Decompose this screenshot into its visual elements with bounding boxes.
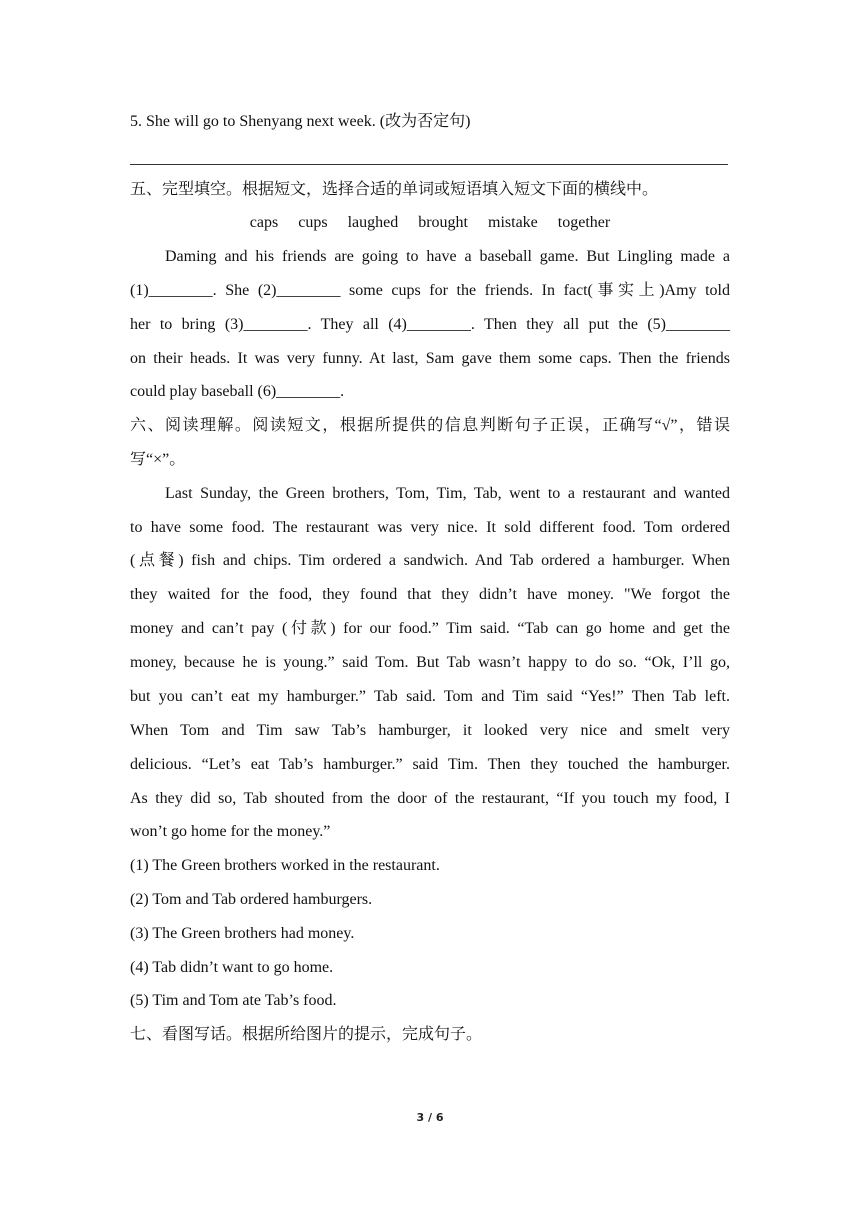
- word-bank-item: caps: [249, 214, 279, 231]
- reading-passage-line: When Tom and Tim saw Tab’s hamburger, it looked very nice and smelt very: [130, 722, 730, 739]
- cloze-passage-line: Daming and his friends are going to have a baseball game. But Lingling made a: [165, 248, 730, 265]
- reading-passage-line: (点餐) fish and chips. Tim ordered a sandwich. And Tab ordered a hamburger. When: [130, 552, 730, 569]
- reading-passage-line: delicious. “Let’s eat Tab’s hamburger.” said Tim. Then they touched the hamburger.: [130, 756, 730, 773]
- cloze-passage-line: (1)________. She (2)________ some cups for the friends. In fact(事实上)Amy told: [130, 282, 730, 299]
- reading-passage-line: they waited for the food, they found that they didn’t have money. "We forgot the: [130, 586, 730, 603]
- page-number: 3 / 6: [416, 1111, 444, 1124]
- answer-line: [130, 164, 728, 165]
- section-6-heading-cont: 写“×”。: [130, 451, 186, 468]
- statement-2: (2) Tom and Tab ordered hamburgers.: [130, 891, 373, 908]
- statement-5: (5) Tim and Tom ate Tab’s food.: [130, 992, 337, 1009]
- reading-passage-line: money and can’t pay (付款) for our food.” Tim said. “Tab can go home and get the: [130, 620, 730, 637]
- section-5-heading: 五、完型填空。根据短文，选择合适的单词或短语填入短文下面的横线中。: [130, 181, 659, 198]
- cloze-passage-line: on their heads. It was very funny. At last, Sam gave them some caps. Then the friends: [130, 350, 730, 367]
- cloze-passage-line: her to bring (3)________. They all (4)________. Then they all put the (5)________: [130, 316, 730, 333]
- cloze-passage-line: could play baseball (6)________.: [130, 383, 345, 400]
- reading-passage-line: As they did so, Tab shouted from the door of the restaurant, “If you touch my food, I: [130, 790, 730, 807]
- word-bank-item: cups: [298, 214, 328, 231]
- statement-1: (1) The Green brothers worked in the restaurant.: [130, 857, 440, 874]
- reading-passage-line: to have some food. The restaurant was very nice. It sold different food. Tom ordered: [130, 519, 730, 536]
- word-bank-item: mistake: [488, 214, 538, 231]
- section-7-heading: 七、看图写话。根据所给图片的提示，完成句子。: [130, 1026, 483, 1043]
- section-6-heading: 六、阅读理解。阅读短文，根据所提供的信息判断句子正误，正确写“√”，错误: [130, 417, 730, 434]
- word-bank: [130, 213, 730, 233]
- reading-passage-line: Last Sunday, the Green brothers, Tom, Tim, Tab, went to a restaurant and wanted: [165, 485, 730, 502]
- question-5: 5. She will go to Shenyang next week. (改为否定句): [130, 113, 471, 130]
- word-bank-item: brought: [418, 214, 468, 231]
- word-bank-item: laughed: [347, 214, 399, 231]
- statement-4: (4) Tab didn’t want to go home.: [130, 959, 334, 976]
- reading-passage-line: but you can’t eat my hamburger.” Tab said. Tom and Tim said “Yes!” Then Tab left.: [130, 688, 730, 705]
- reading-passage-line: won’t go home for the money.”: [130, 823, 331, 840]
- word-bank-item: together: [557, 214, 611, 231]
- reading-passage-line: money, because he is young.” said Tom. But Tab wasn’t happy to do so. “Ok, I’ll go,: [130, 654, 730, 671]
- statement-3: (3) The Green brothers had money.: [130, 925, 355, 942]
